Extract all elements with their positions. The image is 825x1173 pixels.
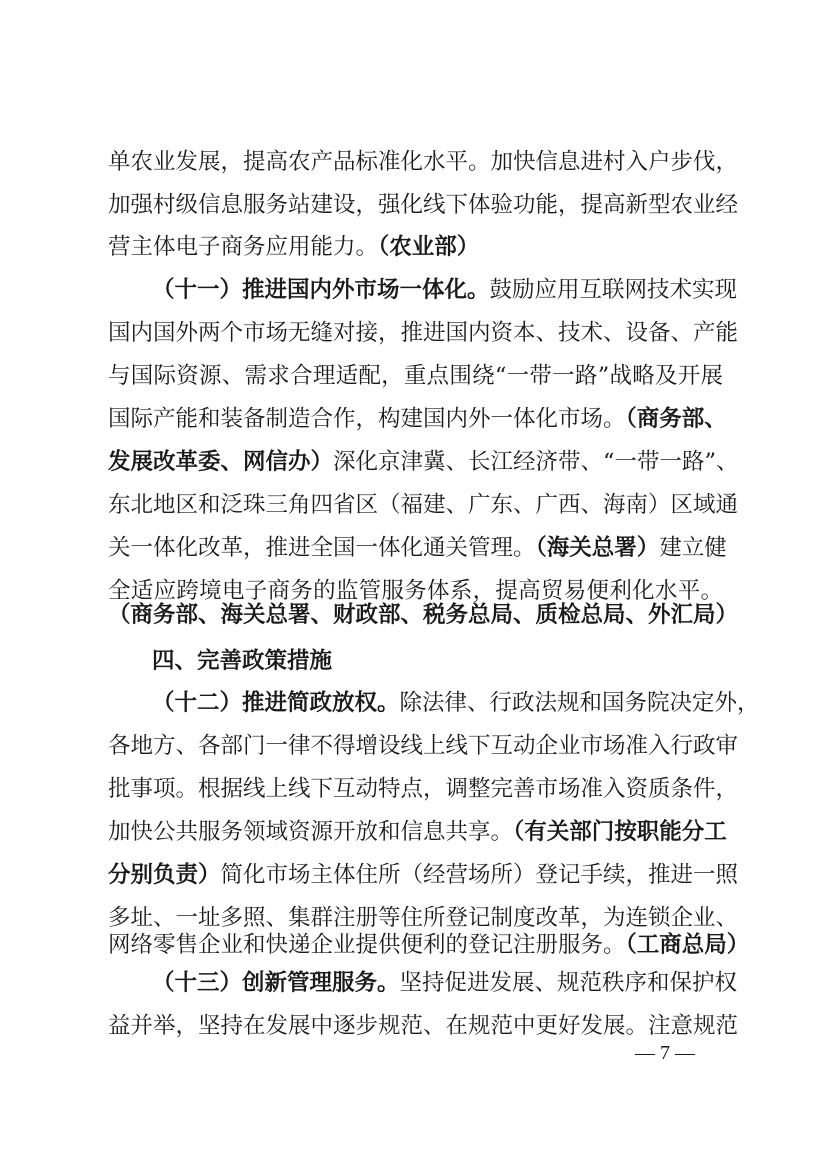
text-line: 与国际资源、需求合理适配，重点围绕“一带一路”战略及开展 bbox=[108, 363, 723, 389]
text-line: 分别负责）简化市场主体住所（经营场所）登记手续，推进一照 bbox=[108, 862, 739, 888]
text-line: 关一体化改革，推进全国一体化通关管理。（海关总署）建立健 bbox=[108, 535, 727, 561]
text-line: 加强村级信息服务站建设，强化线下体验功能，提高新型农业经 bbox=[108, 192, 739, 218]
text-line: （十三）创新管理服务。坚持促进发展、规范秩序和保护权 bbox=[152, 970, 738, 996]
agency-note: （商务部、 bbox=[625, 406, 727, 432]
text-line: 加快公共服务领域资源开放和信息共享。（有关部门按职能分工 bbox=[108, 819, 727, 845]
text-line: 益并举，坚持在发展中逐步规范、在规范中更好发展。注意规范 bbox=[108, 1013, 739, 1039]
text-line: 全适应跨境电子商务的监管服务体系，提高贸易便利化水平。 bbox=[108, 578, 723, 604]
agency-note: （农业部） bbox=[378, 234, 480, 260]
text-line: 发展改革委、网信办）深化京津冀、长江经济带、“一带一路”、 bbox=[108, 449, 739, 475]
text-line: 营主体电子商务应用能力。（农业部） bbox=[108, 234, 480, 260]
agency-note: （工商总局） bbox=[625, 932, 750, 958]
text-line: 多址、一址多照、集群注册等住所登记制度改革，为连锁企业、 bbox=[108, 905, 739, 931]
text-line: 批事项。根据线上线下互动特点，调整完善市场准入资质条件， bbox=[108, 776, 739, 802]
item-heading: （十一）推进国内外市场一体化。 bbox=[152, 277, 490, 303]
section-heading: 四、完善政策措施 bbox=[152, 648, 333, 674]
agency-note: （商务部、海关总署、财政部、税务总局、质检总局、外汇局） bbox=[108, 602, 739, 628]
item-heading: （十三）创新管理服务。 bbox=[152, 970, 400, 996]
page-number: — 7 — bbox=[635, 1042, 695, 1064]
text-line: 东北地区和泛珠三角四省区（福建、广东、广西、海南）区域通 bbox=[108, 492, 739, 518]
text-line: （十二）推进简政放权。除法律、行政法规和国务院决定外， bbox=[152, 690, 760, 716]
text-line: 单农业发展，提高农产品标准化水平。加快信息进村入户步伐， bbox=[108, 149, 739, 175]
item-heading: （十二）推进简政放权。 bbox=[152, 690, 400, 716]
agency-note: 发展改革委、网信办） bbox=[108, 449, 334, 475]
agency-note: 分别负责） bbox=[108, 862, 221, 888]
text-line bbox=[108, 600, 739, 630]
text-line: 国内国外两个市场无缝对接，推进国内资本、技术、设备、产能 bbox=[108, 320, 739, 346]
agency-note: （海关总署） bbox=[535, 535, 660, 561]
text-line: （十一）推进国内外市场一体化。鼓励应用互联网技术实现 bbox=[152, 277, 738, 303]
text-line: 各地方、各部门一律不得增设线上线下互动企业市场准入行政审 bbox=[108, 733, 739, 759]
agency-note: （有关部门按职能分工 bbox=[513, 819, 727, 845]
text-line: 国际产能和装备制造合作，构建国内外一体化市场。（商务部、 bbox=[108, 406, 727, 432]
text-line: 网络零售企业和快递企业提供便利的登记注册服务。（工商总局） bbox=[108, 932, 750, 958]
